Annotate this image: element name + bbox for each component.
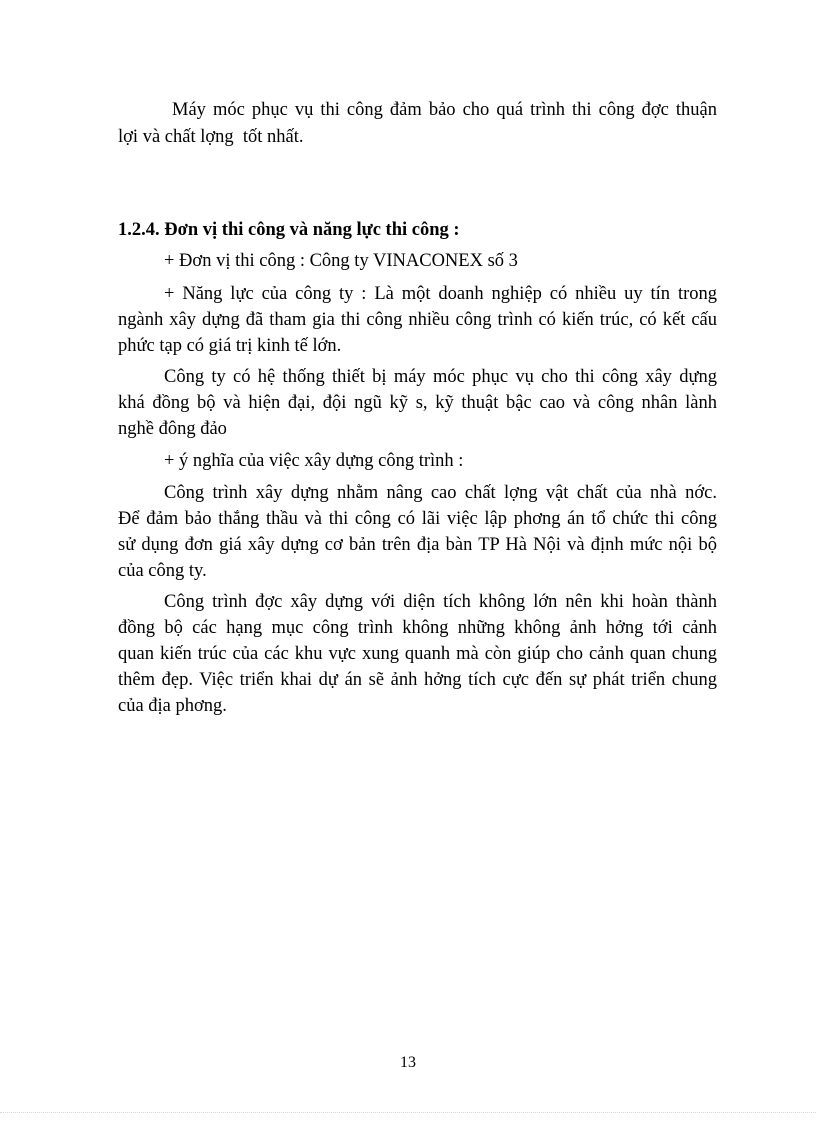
paragraph-line: + Đơn vị thi công : Công ty VINACONEX số 3	[164, 251, 518, 271]
paragraph-line: Máy móc phục vụ thi công đảm bảo cho quá trình thi công đợc thuận	[172, 100, 717, 120]
paragraph-line: quan kiến trúc của các khu vực xung quanh mà còn giúp cho cảnh quan chung	[118, 644, 717, 664]
paragraph-line: lợi và chất lợng tốt nhất.	[118, 127, 304, 147]
page-bottom-divider	[0, 1112, 816, 1113]
paragraph-line: thêm đẹp. Việc triển khai dự án sẽ ảnh hởng tích cực đến sự phát triển chung	[118, 670, 717, 690]
paragraph-line: + ý nghĩa của việc xây dựng công trình :	[164, 451, 464, 471]
paragraph-line: ngành xây dựng đã tham gia thi công nhiều công trình có kiến trúc, có kết cấu	[118, 310, 717, 330]
paragraph-line: khá đồng bộ và hiện đại, đội ngũ kỹ s, kỹ thuật bậc cao và công nhân lành	[118, 393, 717, 413]
paragraph-line: + Năng lực của công ty : Là một doanh nghiệp có nhiều uy tín trong	[164, 284, 717, 304]
paragraph-line: của công ty.	[118, 561, 207, 581]
section-heading: 1.2.4. Đơn vị thi công và năng lực thi công :	[118, 220, 460, 240]
paragraph-line: sử dụng đơn giá xây dựng cơ bản trên địa bàn TP Hà Nội và định mức nội bộ	[118, 535, 717, 555]
paragraph-line: Để đảm bảo thắng thầu và thi công có lãi việc lập phơng án tổ chức thi công	[118, 509, 717, 529]
paragraph-line: Công ty có hệ thống thiết bị máy móc phục vụ cho thi công xây dựng	[164, 367, 717, 387]
paragraph-line: đồng bộ các hạng mục công trình không những không ảnh hởng tới cảnh	[118, 618, 717, 638]
paragraph-line: phức tạp có giá trị kinh tế lớn.	[118, 336, 342, 356]
paragraph-line: nghề đông đảo	[118, 419, 227, 439]
paragraph-line: Công trình xây dựng nhằm nâng cao chất lợng vật chất của nhà nớc.	[164, 483, 717, 503]
paragraph-line: Công trình đợc xây dựng với diện tích không lớn nên khi hoàn thành	[164, 592, 717, 612]
paragraph-line: của địa phơng.	[118, 696, 227, 716]
page-number: 13	[400, 1054, 416, 1071]
